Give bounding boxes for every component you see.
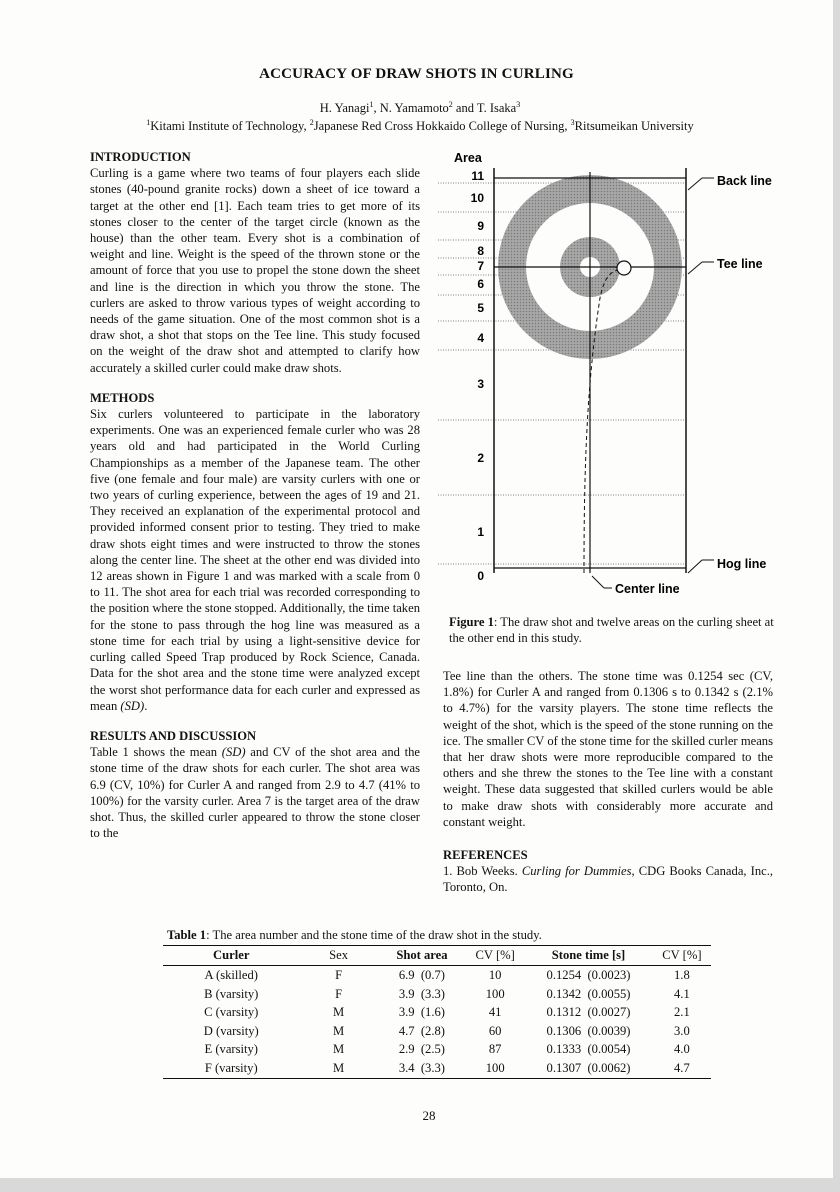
stone-icon	[617, 261, 631, 275]
results-heading: RESULTS AND DISCUSSION	[90, 728, 257, 743]
cell-cv2: 4.1	[674, 986, 690, 1001]
area-label: 7	[477, 259, 484, 273]
table-row	[163, 966, 711, 985]
area-label: 0	[477, 569, 484, 583]
cell-time: 0.1307 (0.0062)	[546, 1060, 631, 1075]
cell-curler: C (varsity)	[204, 1005, 259, 1020]
cell-sex: F	[335, 968, 343, 982]
cell-cv2: 3.0	[674, 1023, 690, 1038]
tee-line-label: Tee line	[717, 257, 763, 271]
hog-line-label: Hog line	[717, 557, 767, 571]
area-label: 5	[477, 301, 484, 315]
table-caption: Table 1: The area number and the stone time of the draw shot in the study.	[167, 928, 542, 942]
area-label: 3	[477, 377, 484, 391]
introduction-heading: INTRODUCTION	[90, 150, 191, 164]
cell-area: 6.9 (0.7)	[398, 968, 445, 982]
cell-cv1: 100	[485, 1060, 505, 1075]
cell-curler: D (varsity)	[203, 1023, 259, 1038]
col-header-stone-time: Stone time [s]	[551, 948, 626, 962]
table-body	[163, 966, 711, 1079]
cell-sex: M	[333, 1005, 345, 1020]
cell-curler: B (varsity)	[204, 986, 259, 1001]
col-header-sex: Sex	[329, 948, 349, 962]
col-header-curler: Curler	[213, 948, 250, 962]
figure-curling-sheet	[438, 148, 798, 598]
author: N. Yamamoto$^2$ and	[379, 100, 477, 116]
table-row	[163, 1059, 711, 1078]
methods-heading: METHODS	[90, 390, 155, 405]
cell-cv1: 41	[488, 1005, 502, 1020]
cell-time: 0.1312 (0.0027)	[546, 1005, 631, 1020]
cell-cv1: 10	[488, 968, 502, 982]
cell-sex: M	[333, 1023, 345, 1038]
cell-sex: M	[333, 1042, 345, 1057]
cell-cv2: 4.7	[674, 1060, 690, 1075]
col-header-shot-area: Shot area	[396, 948, 448, 962]
cell-time: 0.1333 (0.0054)	[546, 1042, 631, 1057]
cell-area: 3.9 (1.6)	[398, 1005, 445, 1020]
area-label: 6	[477, 277, 484, 291]
affiliation: $^1$Kitami Institute of Technology,	[146, 118, 310, 134]
table-1	[163, 928, 713, 1079]
area-label: 10	[470, 191, 484, 205]
cell-curler: A (skilled)	[204, 968, 258, 982]
col-header-cv-time: CV [%]	[662, 948, 702, 962]
results-text: Table 1 shows the mean (SD) and CV of the shot area and the stone time of the draw shots for each curler. The shot area was 6.9 (CV, 10%) for Curler A and ranged from 2.9 to 4.7 (41% to 100%) for the varsity curler. Area 7 is the target area of the draw shot. Thus, the skilled curler appeared to throw the stone closer to the	[90, 745, 420, 841]
cell-sex: F	[335, 986, 343, 1001]
affiliation: $^3$Ritsumeikan University	[570, 118, 694, 134]
author-list	[0, 100, 840, 116]
reference-item: 1. Bob Weeks. Curling for Dummies, CDG Books Canada, Inc., Toronto, On.	[443, 864, 774, 895]
cell-cv1: 60	[488, 1023, 502, 1038]
table-row	[163, 1040, 711, 1059]
cell-cv2: 4.0	[674, 1042, 690, 1057]
left-column	[90, 149, 420, 841]
cell-cv1: 87	[488, 1042, 502, 1057]
cell-time: 0.1342 (0.0055)	[546, 986, 631, 1001]
back-line-label: Back line	[717, 174, 772, 188]
cell-curler: E (varsity)	[204, 1042, 258, 1057]
cell-cv2: 2.1	[674, 1005, 690, 1020]
introduction-text: Curling is a game where two teams of four players each slide stones (40-pound granite rocks) down a sheet of ice toward a target at the other end [1]. Each team tries to get more of its stones closer to the center of the target circle (known as the house) than the other team. Every shot is a combination of weight and line. Weight is the speed of the thrown stone or the amount of force that you use to propel the stone down the sheet and line is the direction in which you throw the stone. The curlers are asked to throw various types of weight according to needs of the game situation. One of the most common shot is a draw shot, a shot that stops on the Tee line. This study focused on the weight of the draw shot and attempted to clarify how accurately a skilled curler could make draw shots.	[90, 166, 420, 375]
table-row	[163, 1022, 711, 1041]
cell-cv1: 100	[485, 986, 505, 1001]
paper-title: ACCURACY OF DRAW SHOTS IN CURLING	[259, 66, 574, 82]
area-label: 4	[477, 331, 484, 345]
results-table	[163, 945, 711, 1079]
cell-area: 3.4 (3.3)	[398, 1060, 445, 1075]
table-row	[163, 985, 711, 1004]
author: H. Yanagi$^1$,	[319, 100, 380, 116]
col-header-cv-area: CV [%]	[475, 948, 515, 962]
references-heading: REFERENCES	[443, 848, 528, 863]
area-label: 11	[471, 169, 484, 183]
cell-sex: M	[333, 1060, 345, 1075]
methods-text: Six curlers volunteered to participate in the laboratory experiments. One was an experienced female curler who was 28 years old and had participated in the World Curling Championships as a member of the Japanese team. The other five (one female and four male) are varsity curlers with one or two years of curling experience, between the ages of 19 and 21. They received an explanation of the experimental protocol and provided informed consent prior to testing. They tried to make draw shots eight times and were instructed to throw the stones along the center line. The sheet at the other end was divided into 12 areas shown in Figure 1 and was marked with a scale from 0 to 11. The shot area for each trial was recorded corresponding to the position where the stone stopped. Additionally, the time taken for the stone to pass through the hog line was measured as a stone time for each trial by using a light-sensitive device for curling called Speed Trap produced by Rock Science, Canada. Data for the shot area and the stone time were analyzed except the worst shot performance data for each curler and expressed as mean (SD).	[90, 407, 420, 713]
right-column	[443, 668, 773, 896]
cell-area: 3.9 (3.3)	[398, 986, 445, 1001]
author: T. Isaka$^3$	[476, 100, 521, 116]
results-text-continued: Tee line than the others. The stone time was 0.1254 sec (CV, 1.8%) for Curler A and ranged from 0.1306 s to 0.1342 s (2.1% to 4.7%) for the varsity players. The stone time reflects the weight of the shot, which is the speed of the stone running on the ice. The smaller CV of the stone time for the skilled curler means that her draw shots were more reproducible compared to the others and she threw the stones to the Tee line with a constant weight. These data suggested that skilled curlers would be able to make draw shots with considerably more accurate and constant weight.	[443, 669, 773, 829]
page-number: 28	[422, 1108, 436, 1123]
cell-time: 0.1254 (0.0023)	[546, 968, 631, 982]
area-label: 9	[477, 219, 484, 233]
table-header-row	[163, 946, 711, 966]
cell-time: 0.1306 (0.0039)	[546, 1023, 631, 1038]
affiliation-list	[0, 118, 840, 134]
cell-area: 4.7 (2.8)	[398, 1023, 445, 1038]
center-line-label: Center line	[615, 582, 680, 596]
area-label: 8	[477, 244, 484, 258]
area-label: 1	[477, 525, 484, 539]
table-row	[163, 1003, 711, 1022]
area-label: 2	[477, 451, 484, 465]
area-axis-label: Area	[454, 151, 482, 165]
cell-curler: F (varsity)	[204, 1060, 258, 1075]
cell-area: 2.9 (2.5)	[398, 1042, 445, 1057]
figure-caption: Figure 1: The draw shot and twelve areas on the curling sheet at the other end in this study.	[449, 615, 774, 645]
affiliation: $^2$Japanese Red Cross Hokkaido College of Nursing,	[309, 118, 571, 134]
cell-cv2: 1.8	[674, 968, 690, 982]
